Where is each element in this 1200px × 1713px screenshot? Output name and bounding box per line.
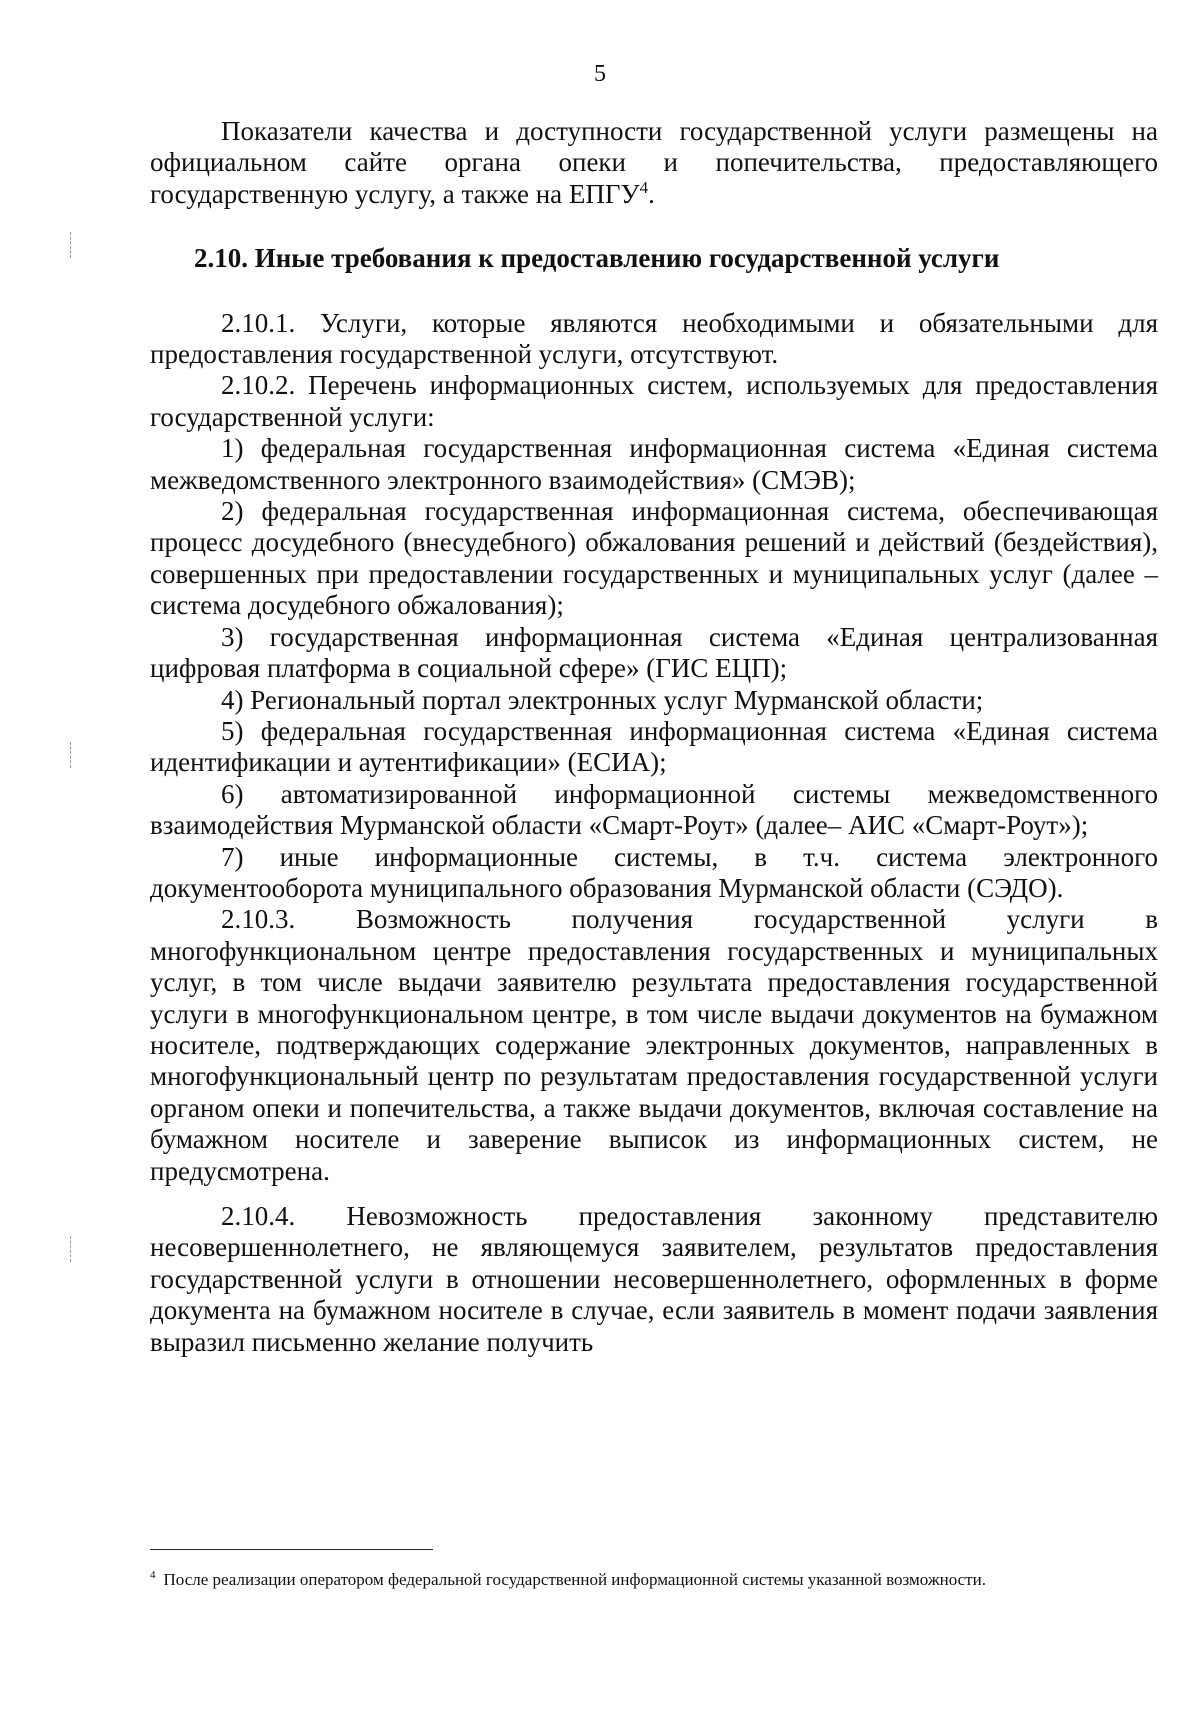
paragraph-2-10-3: 2.10.3. Возможность получения государственной услуги в многофункциональном центре предоставления государственных и муниципальных услуг, в том числе выдачи заявителю результата предоставления государственной услуги в многофункциональном центре, в том числе выдачи документов на бумажном носителе, подтверждающих содержание электронных документов, направленных в многофункциональный центр по результатам предоставления государственной услуги органом опеки и попечительства, а также выдачи документов, включая составление на бумажном носителе и заверение выписок из информационных систем, не предусмотрена. [150, 904, 1158, 1186]
margin-mark [70, 1236, 71, 1262]
list-item-7: 7) иные информационные системы, в т.ч. система электронного документооборота муниципального образования Мурманской области (СЭДО). [150, 841, 1158, 903]
footnote-separator [150, 1549, 433, 1550]
page-number: 5 [594, 61, 606, 87]
margin-mark [70, 742, 71, 768]
intro-text: Показатели качества и доступности государственной услуги размещены на официальном сайте органа опеки и попечительства, предоставляющего государственную услугу, а также на ЕПГУ [150, 116, 1158, 209]
list-item-5: 5) федеральная государственная информационная система «Единая система идентификации и аутентификации» (ЕСИА); [150, 715, 1158, 778]
footnote-mark: 4 [150, 1569, 156, 1582]
list-item-3: 3) государственная информационная система «Единая централизованная цифровая платформа в социальной сфере» (ГИС ЕЦП); [150, 621, 1158, 684]
list-item-4: 4) Региональный портал электронных услуг Мурманской области; [221, 684, 984, 715]
list-item-1: 1) федеральная государственная информационная система «Единая система межведомственного электронного взаимодействия» (СМЭВ); [150, 433, 1158, 495]
paragraph-2-10-4: 2.10.4. Невозможность предоставления законному представителю несовершеннолетнего, не являющемуся заявителем, результатов предоставления государственной услуги в отношении несовершеннолетнего, оформленных в форме документа на бумажном носителе в случае, если заявитель в момент подачи заявления выразил письменно желание получить [150, 1201, 1158, 1357]
intro-paragraph [150, 116, 1158, 210]
paragraph-2-10-1: 2.10.1. Услуги, которые являются необходимыми и обязательными для предоставления государственной услуги, отсутствуют. [150, 307, 1158, 370]
section-heading: 2.10. Иные требования к предоставлению государственной услуги [194, 243, 1000, 274]
margin-mark [70, 232, 71, 258]
footnote [150, 1568, 1158, 1592]
document-body [150, 116, 1158, 1358]
list-item-6: 6) автоматизированной информационной системы межведомственного взаимодействия Мурманской области «Смарт-Роут» (далее– АИС «Смарт-Роут»); [150, 778, 1158, 841]
paragraph-2-10-2: 2.10.2. Перечень информационных систем, используемых для предоставления государственной услуги: [150, 370, 1158, 432]
footnote-reference: 4 [639, 177, 649, 197]
intro-end: . [648, 178, 655, 209]
footnote-text: После реализации оператором федеральной государственной информационной системы указанной возможности. [163, 1570, 986, 1589]
list-item-2: 2) федеральная государственная информационная система, обеспечивающая процесс досудебного (внесудебного) обжалования решений и действий (бездействия), совершенных при предоставлении государственных и муниципальных услуг (далее – система досудебного обжалования); [150, 496, 1158, 621]
